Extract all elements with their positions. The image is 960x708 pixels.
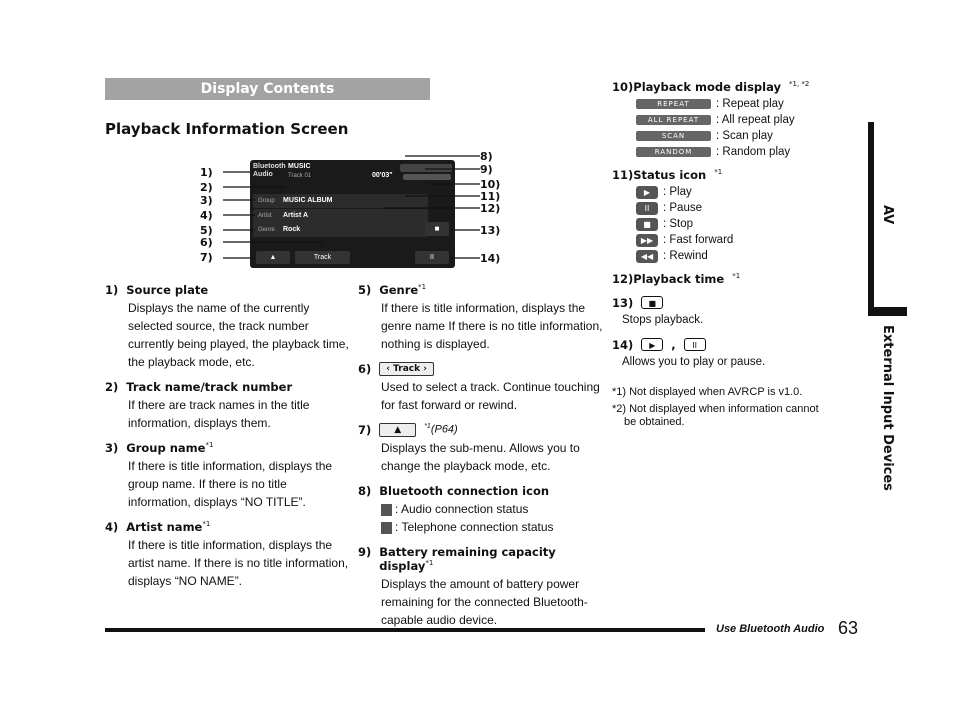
audio-bt-icon (381, 504, 392, 516)
item-track-name (105, 380, 350, 432)
mode-label: : Random play (716, 146, 791, 158)
section-banner: Display Contents (105, 78, 430, 100)
side-bar-tab (868, 307, 907, 316)
item-title: Source plate (126, 283, 209, 297)
footer-rule (105, 628, 705, 632)
item-title: Track name/track number (126, 380, 293, 394)
item-title: Artist name (126, 520, 203, 534)
bt-phone-label: : Telephone connection status (395, 520, 554, 534)
left-column (105, 283, 350, 599)
item-menu-button (358, 423, 603, 475)
footnote-mark: *1, *2 (789, 80, 810, 88)
genre-label: Genre (258, 227, 275, 233)
item-desc: If there is title information, displays the group name. If there is no title information, displays “NO TITLE”. (128, 459, 333, 509)
pause-icon: II (636, 202, 658, 215)
item-bt-icon (358, 484, 603, 536)
item-number: 6) (358, 362, 372, 376)
callout-lines (215, 150, 485, 265)
source-plate: Bluetooth Audio (253, 163, 286, 178)
mode-label: : All repeat play (716, 114, 795, 126)
item-title: Genre (379, 283, 419, 297)
side-bar-line (868, 122, 874, 307)
menu-btn-sample: ▲ (379, 423, 416, 437)
callout-14: 14) (480, 252, 501, 265)
callout-12: 12) (480, 202, 501, 215)
rewind-icon: ◀◀ (636, 250, 658, 263)
footnote-mark: *1 (418, 283, 427, 292)
time-title: 12)Playback time (612, 272, 725, 286)
play-icon: ▶ (636, 186, 658, 199)
callout-2: 2) (200, 181, 213, 194)
status-label: : Pause (663, 202, 702, 214)
item-desc: If there is title information, displays the artist name. If there is no title information, displays “NO NAME”. (128, 538, 349, 588)
artist-label: Artist (258, 213, 272, 219)
all-repeat-pill: ALL REPEAT (636, 115, 711, 125)
side-label-ext: External Input Devices (880, 325, 895, 491)
callout-10: 10) (480, 178, 501, 191)
footnote-mark: *1 (425, 559, 434, 568)
callout-3: 3) (200, 194, 213, 207)
page-ref: (P64) (430, 423, 458, 436)
mode-label: : Scan play (716, 130, 773, 142)
separator: , (671, 338, 676, 352)
footnote-mark: *1 (732, 272, 741, 280)
repeat-pill: REPEAT (636, 99, 711, 109)
footer-title: Use Bluetooth Audio (716, 623, 825, 635)
callout-8: 8) (480, 150, 493, 163)
fast-forward-icon: ▶▶ (636, 234, 658, 247)
mode-label: : Repeat play (716, 98, 784, 110)
callout-5: 5) (200, 224, 213, 237)
menu-button[interactable]: ▲ (256, 251, 290, 264)
bt-audio-label: : Audio connection status (395, 502, 529, 516)
callout-6: 6) (200, 236, 213, 249)
callout-7: 7) (200, 251, 213, 264)
footnote-mark: *1 (205, 441, 214, 450)
status-label: : Fast forward (663, 234, 734, 246)
footnote-2: *2) Not displayed when information cannot be obtained. (612, 403, 819, 428)
screen-music: MUSIC (288, 163, 311, 170)
footnote-mark: *1 (202, 520, 211, 529)
item-number: 8) (358, 484, 372, 498)
callout-9: 9) (480, 163, 493, 176)
screen-track: Track 01 (288, 173, 312, 179)
item-number: 13) (612, 296, 634, 310)
item-desc: If there is title information, displays the genre name If there is no title information, nothing is displayed. (381, 301, 603, 351)
callout-1: 1) (200, 166, 213, 179)
item-number: 7) (358, 423, 372, 437)
scan-pill: SCAN (636, 131, 711, 141)
item-battery (358, 545, 603, 629)
callout-4: 4) (200, 209, 213, 222)
item-number: 2) (105, 380, 119, 394)
item-desc: Displays the name of the currently selected source, the track number currently being played, the playback time, the playback mode, etc. (128, 301, 349, 369)
stop-icon: ■ (636, 218, 658, 231)
item-title: Group name (126, 441, 206, 455)
item-genre (358, 283, 603, 353)
footnote-1: *1) Not displayed when AVRCP is v1.0. (612, 386, 803, 398)
status-title: 11)Status icon (612, 168, 707, 182)
track-button[interactable]: Track (295, 251, 350, 264)
play-icon: ▶ (641, 338, 663, 351)
page-number: 63 (838, 618, 859, 638)
item-number: 14) (612, 338, 634, 352)
random-pill: RANDOM (636, 147, 711, 157)
item-title: Bluetooth connection icon (379, 484, 550, 498)
item-number: 4) (105, 520, 119, 534)
phone-bt-icon (381, 522, 392, 534)
item-desc: Used to select a track. Continue touching for fast forward or rewind. (381, 380, 600, 412)
stop-icon: ■ (641, 296, 663, 309)
track-btn-label: Track (393, 364, 421, 374)
item-track-button (358, 362, 603, 414)
side-label-av: AV (880, 205, 895, 225)
right-column (612, 80, 832, 429)
stop-button[interactable]: ■ (425, 222, 449, 236)
genre-value: Rock (283, 226, 301, 233)
stop-desc: Stops playback. (622, 314, 704, 326)
middle-column (358, 283, 603, 638)
item-desc: Displays the sub-menu. Allows you to change the playback mode, etc. (381, 441, 580, 473)
track-btn-sample: ‹ Track › (379, 362, 434, 376)
item-number: 9) (358, 545, 372, 559)
pause-button[interactable]: II (415, 251, 449, 264)
screen-time: 00'03" (372, 172, 393, 179)
item-number: 3) (105, 441, 119, 455)
status-label: : Play (663, 186, 692, 198)
page-subtitle: Playback Information Screen (105, 120, 349, 138)
item-desc: If there are track names in the title information, displays them. (128, 398, 310, 430)
callout-13: 13) (480, 224, 501, 237)
item-artist-name (105, 520, 350, 590)
status-label: : Stop (663, 218, 694, 230)
item-number: 1) (105, 283, 119, 297)
footnote-mark: *1 (714, 168, 723, 176)
item-number: 5) (358, 283, 372, 297)
item-source-plate (105, 283, 350, 371)
pause-icon: II (684, 338, 706, 351)
mode-title: 10)Playback mode display (612, 80, 782, 94)
callout-11: 11) (480, 190, 501, 203)
group-value: MUSIC ALBUM (283, 197, 333, 204)
group-label: Group (258, 198, 275, 204)
item-title: Battery remaining capacity display (379, 545, 556, 573)
item-desc: Displays the amount of battery power remaining for the connected Bluetooth-capable audio device. (381, 577, 588, 627)
artist-value: Artist A (283, 212, 309, 219)
play-pause-desc: Allows you to play or pause. (622, 356, 766, 368)
footnote-mark: *1 (424, 423, 431, 430)
item-group-name (105, 441, 350, 511)
status-label: : Rewind (663, 250, 708, 262)
